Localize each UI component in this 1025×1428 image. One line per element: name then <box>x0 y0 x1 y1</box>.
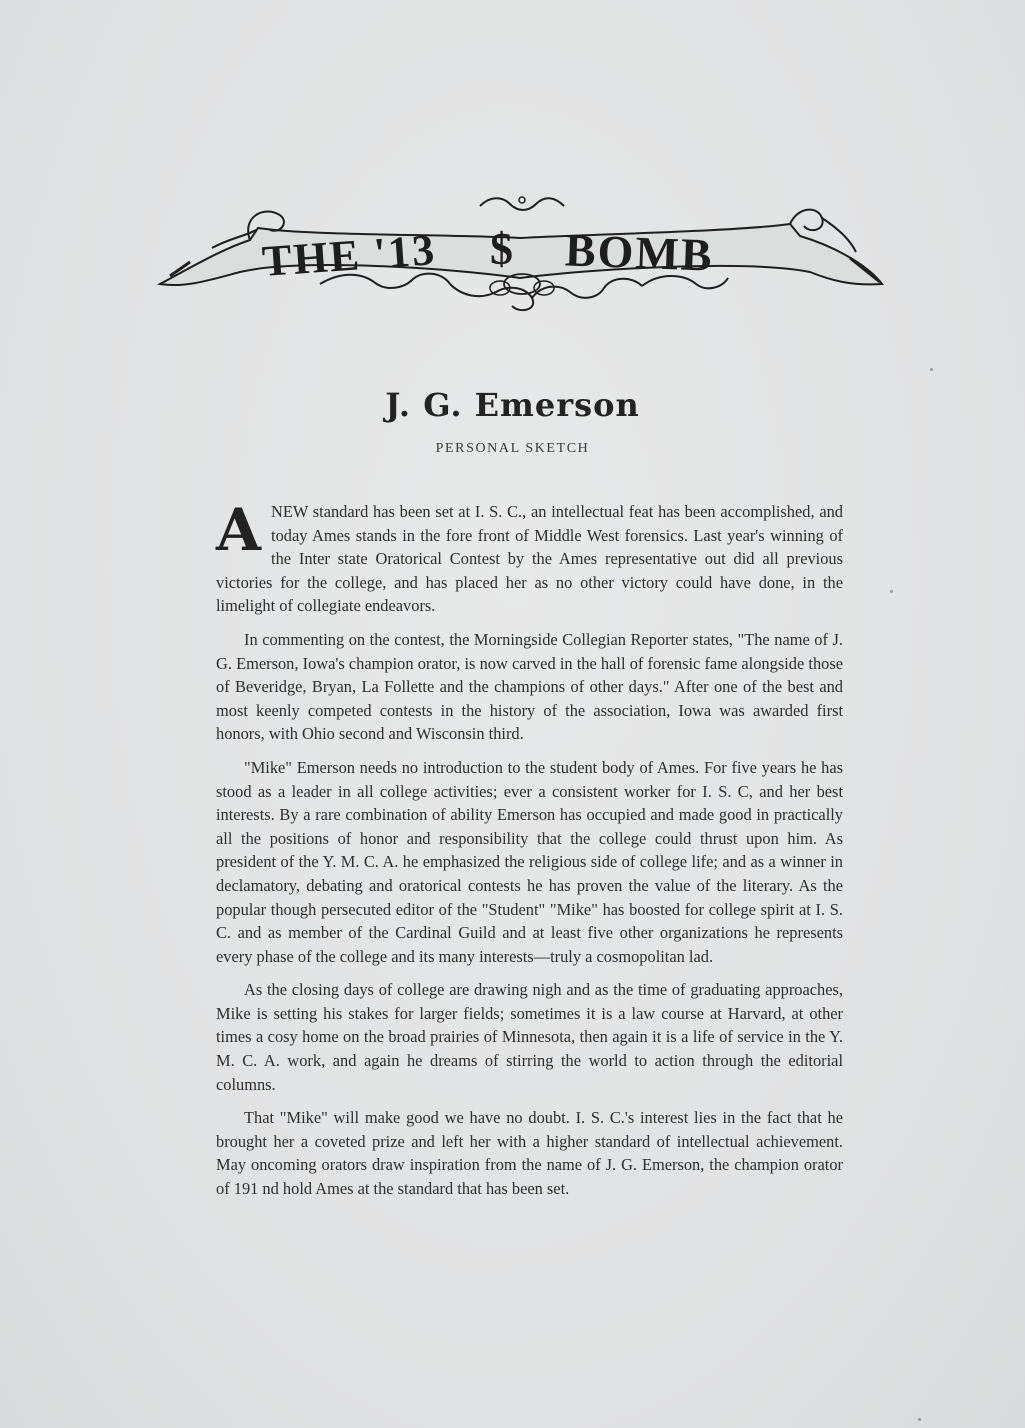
paragraph-1 <box>216 496 843 618</box>
paper-speck <box>930 368 933 371</box>
paragraph-4: As the closing days of college are drawing nigh and as the time of graduating approaches, Mike is setting his stakes for larger fields; sometimes it is a law course at Harvard, at other times a cosy home on the broad prairies of Minnesota, then again it is a life of service in the Y. M. C. A. work, and again he dreams of stirring the world to action through the editorial columns. <box>216 980 843 1094</box>
paragraph-5: That "Mike" will make good we have no doubt. I. S. C.'s interest lies in the fact that he brought her a coveted prize and left her with a higher standard of intellectual achievement. May oncoming orators draw inspiration from the name of J. G. Emerson, the champion orator of 191 nd hold Ames at the standard that has been set. <box>216 1108 843 1199</box>
page-title: J. G. Emerson <box>385 386 640 424</box>
banner-the-13-text: THE '13 <box>260 224 438 287</box>
banner-scroll-ornament <box>150 188 890 318</box>
paragraph-1-text: NEW standard has been set at I. S. C., an intellectual feat has been accomplished, and today Ames stands in the fore front of Middle West forensics. Last year's winning of the Inter state Oratorical Contest by the Ames representative out did all previous victories for the college, and has placed her as no other victory could have done, in the limelight of collegiate endeavors. <box>216 502 843 616</box>
drop-cap: A <box>216 496 262 564</box>
paragraph-2: In commenting on the contest, the Morningside Collegian Reporter states, "The name of J. G. Emerson, Iowa's champion orator, is now carved in the hall of forensic fame alongside those of Beveridge, Bryan, La Follette and the champions of other days." After one of the best and most keenly competed contests in the history of the association, Iowa was awarded first honors, with Ohio second and Wisconsin third. <box>216 629 843 744</box>
paper-speck <box>918 1418 921 1421</box>
banner-emblem: $ <box>490 223 515 274</box>
page-subtitle: PERSONAL SKETCH <box>435 441 590 456</box>
banner-bomb-text: BOMB <box>564 224 715 281</box>
paper-speck <box>890 590 893 593</box>
the-13-bomb-banner <box>150 188 890 318</box>
paragraph-3: "Mike" Emerson needs no introduction to the student body of Ames. For five years he has stood as a leader in all college activities; ever a consistent worker for I. S. C, and her best interests. By a rare combination of ability Emerson has occupied and made good in practically all the positions of honor and responsibility that the college could thrust upon him. As president of the Y. M. C. A. he emphasized the religious side of college life; and as a winner in declamatory, debating and oratorical contests he has proven the value of the literary. As the popular though persecuted editor of the "Student" "Mike" has boosted for college spirit at I. S. C. and as member of the Cardinal Guild and at least five other organizations he represents every phase of the college and its many interests—truly a cosmopolitan lad. <box>216 757 843 966</box>
article-body <box>216 496 843 1211</box>
